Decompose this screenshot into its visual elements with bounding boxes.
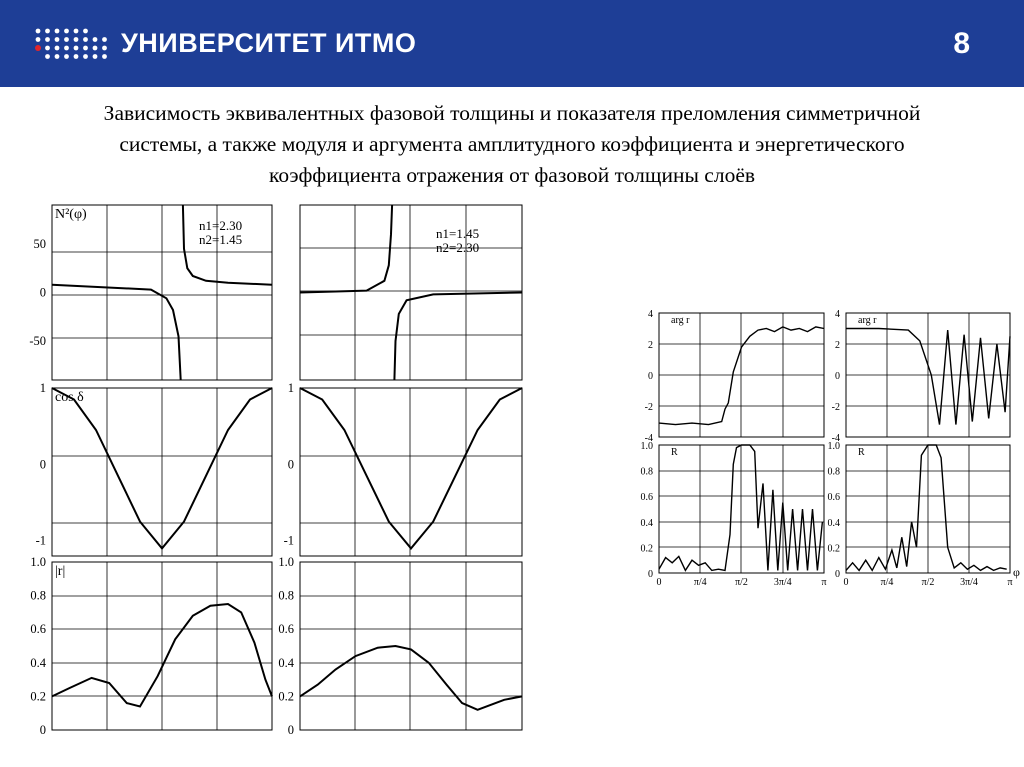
chart-r-mod-left (30, 555, 272, 737)
y-tick-label: -50 (29, 334, 46, 349)
y-tick-label: 0.4 (278, 655, 294, 670)
y-tick-label: -1 (283, 533, 294, 548)
y-tick-label: 0.6 (30, 622, 46, 637)
y-tick-label: 4 (835, 309, 840, 320)
y-tick-label: 50 (33, 236, 46, 251)
y-tick-label: 0.2 (827, 543, 840, 555)
y-axis-label: cos δ (55, 390, 84, 405)
annotation-label: n2=1.45 (199, 232, 243, 247)
title-line-1: Зависимость эквивалентных фазовой толщины и показателя преломления симметричной (103, 101, 921, 125)
chart-R-left (641, 441, 827, 588)
title-line-3: коэффициента отражения от фазовой толщины слоёв (268, 163, 756, 187)
y-tick-label: 0.8 (640, 466, 653, 478)
y-tick-label: 0.2 (640, 543, 653, 555)
series-line (846, 445, 1007, 570)
y-axis-label: arg r (858, 315, 877, 326)
y-tick-label: 0 (39, 723, 46, 737)
y-tick-label: 0.6 (827, 492, 840, 504)
series-line (300, 646, 522, 710)
y-tick-label: -2 (831, 402, 840, 413)
y-tick-label: 0.8 (827, 466, 840, 478)
x-axis-label: φ (1013, 565, 1020, 579)
slide-number: 8 (953, 27, 970, 60)
annotation-label: n1=1.45 (436, 226, 480, 241)
y-tick-label: 1.0 (640, 441, 653, 452)
y-tick-label: 0 (648, 569, 653, 580)
y-axis-label: R (858, 447, 865, 458)
y-tick-label: -4 (831, 433, 840, 444)
y-tick-label: 4 (648, 309, 653, 320)
y-axis-label: R (671, 447, 678, 458)
y-tick-label: 2 (648, 340, 653, 351)
x-tick-label: 3π/4 (773, 577, 792, 588)
x-tick-label: π/4 (693, 577, 707, 588)
chart-arg-right (832, 309, 1010, 444)
series-line (300, 388, 522, 548)
y-tick-label: 0.8 (278, 588, 294, 603)
y-tick-label: 1.0 (827, 441, 840, 452)
y-tick-label: 0.4 (827, 517, 840, 529)
chart-arg-left (645, 309, 824, 444)
chart-R-right (828, 441, 1021, 588)
x-tick-label: π/2 (735, 577, 748, 588)
y-tick-label: 0 (835, 569, 840, 580)
x-tick-label: π (1007, 577, 1013, 588)
y-axis-label: arg r (671, 315, 690, 326)
chart-cos-right (284, 381, 522, 556)
y-tick-label: 0 (287, 723, 294, 737)
x-tick-label: π (821, 577, 827, 588)
series-line (659, 327, 824, 425)
y-tick-label: 0.6 (278, 622, 294, 637)
y-tick-label: 0.4 (30, 655, 46, 670)
y-tick-label: 0 (835, 371, 840, 382)
title-line-2: системы, а также модуля и аргумента амплитудного коэффициента и энергетического (119, 132, 905, 156)
y-tick-label: 0.6 (640, 492, 653, 504)
x-tick-label: π/2 (921, 577, 935, 588)
y-tick-label: 0.8 (30, 588, 46, 603)
y-tick-label: 0.2 (278, 689, 294, 704)
chart-n2-left (29, 205, 272, 380)
chart-cos-left (36, 381, 272, 556)
y-axis-label: N²(φ) (55, 207, 87, 222)
y-tick-label: 0 (648, 371, 653, 382)
y-tick-label: -4 (644, 433, 653, 444)
y-axis-label: |r| (55, 564, 66, 579)
chart-n2-right (300, 205, 522, 380)
y-tick-label: 1 (287, 381, 294, 395)
y-tick-label: 0 (39, 457, 46, 472)
y-tick-label: 0 (39, 285, 46, 300)
chart-r-mod-right (278, 555, 522, 737)
y-tick-label: 0 (287, 457, 294, 472)
y-tick-label: -1 (35, 533, 46, 548)
series-line (300, 205, 522, 380)
x-tick-label: 0 (843, 577, 849, 588)
x-tick-label: π/4 (880, 577, 894, 588)
y-tick-label: 0.4 (640, 517, 653, 529)
y-tick-label: 1 (39, 381, 46, 395)
university-name: УНИВЕРСИТЕТ ИТМО (121, 28, 417, 58)
annotation-label: n1=2.30 (199, 218, 243, 233)
x-tick-label: 0 (656, 577, 662, 588)
y-tick-label: -2 (644, 402, 653, 413)
x-tick-label: 3π/4 (960, 577, 978, 588)
y-tick-label: 1.0 (30, 555, 46, 569)
annotation-label: n2=2.30 (436, 240, 480, 255)
y-tick-label: 2 (835, 340, 840, 351)
y-tick-label: 1.0 (278, 555, 294, 569)
y-tick-label: 0.2 (30, 689, 46, 704)
